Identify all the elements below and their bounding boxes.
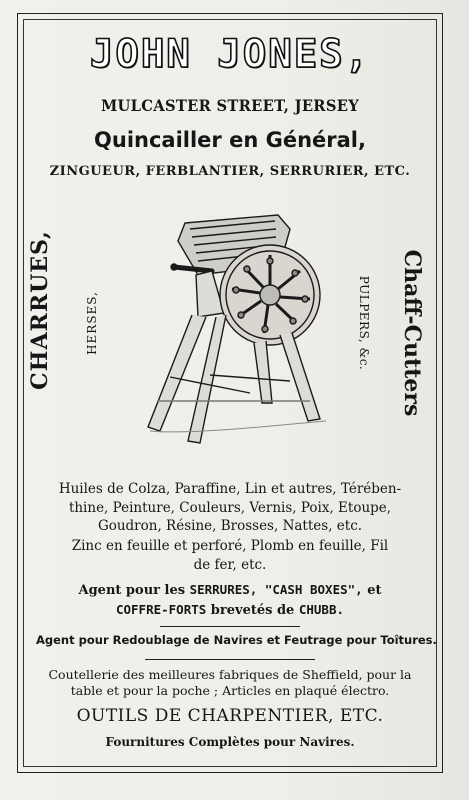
chubb-text: CHUBB.: [298, 602, 345, 617]
vertical-label-charrues: CHARRUES,: [27, 230, 53, 390]
ship-supplies-line: Fournitures Complètes pour Navires.: [105, 735, 355, 749]
zinc-line-2: de fer, etc.: [193, 556, 267, 573]
divider-2: [145, 659, 315, 660]
chubb-agent-line-2: [36, 600, 424, 620]
cutlery-paragraph: [36, 667, 424, 699]
address-line: MULCASTER STREET, JERSEY: [100, 96, 360, 115]
zinc-line-1: Zinc en feuille et perforé, Plomb en feuille, Fil: [71, 538, 389, 554]
vertical-label-pulpers: PULPERS, &c.: [357, 275, 371, 371]
zinc-paragraph: [36, 537, 424, 574]
oils-line-1: Huiles de Colza, Paraffine, Lin et autres, Térében-: [58, 481, 402, 497]
safes-text: COFFRE-FORTS: [115, 602, 207, 617]
trades-line: ZINGUEUR, FERBLANTIER, SERRURIER, ETC.: [49, 164, 411, 179]
chubb-agent-line-1: [36, 580, 424, 600]
and-text: et: [362, 583, 382, 598]
carpenter-tools-line: OUTILS DE CHARPENTIER, ETC.: [76, 706, 384, 726]
chubb-agent-paragraph: [36, 580, 424, 620]
vertical-label-herses: HERSES,: [85, 291, 99, 355]
business-name: JOHN JONES,: [89, 32, 371, 77]
locks-cashboxes-text: SERRURES, "CASH BOXES",: [189, 582, 363, 597]
vertical-label-chaff-cutters: Chaff-Cutters: [399, 249, 425, 417]
trade-heading: Quincailler en Général,: [94, 128, 366, 152]
oils-line-2: thine, Peinture, Couleurs, Vernis, Poix, Etoupe,: [68, 499, 392, 516]
ship-sheathing-line: Agent pour Redoublage de Navires et Feutrage pour Toîtures.: [36, 633, 437, 647]
oils-paragraph: [36, 480, 424, 536]
cutlery-line-1: Coutellerie des meilleures fabriques de Sheffield, pour la: [48, 667, 412, 682]
chaff-cutter-illustration: [130, 205, 340, 453]
agent-text: Agent pour les: [78, 583, 190, 598]
divider-1: [160, 626, 300, 627]
cutlery-line-2: table et pour la poche ; Articles en plaqué électro.: [70, 683, 390, 698]
patented-text: brevetés de: [206, 603, 299, 618]
oils-line-3: Goudron, Résine, Brosses, Nattes, etc.: [97, 518, 363, 534]
